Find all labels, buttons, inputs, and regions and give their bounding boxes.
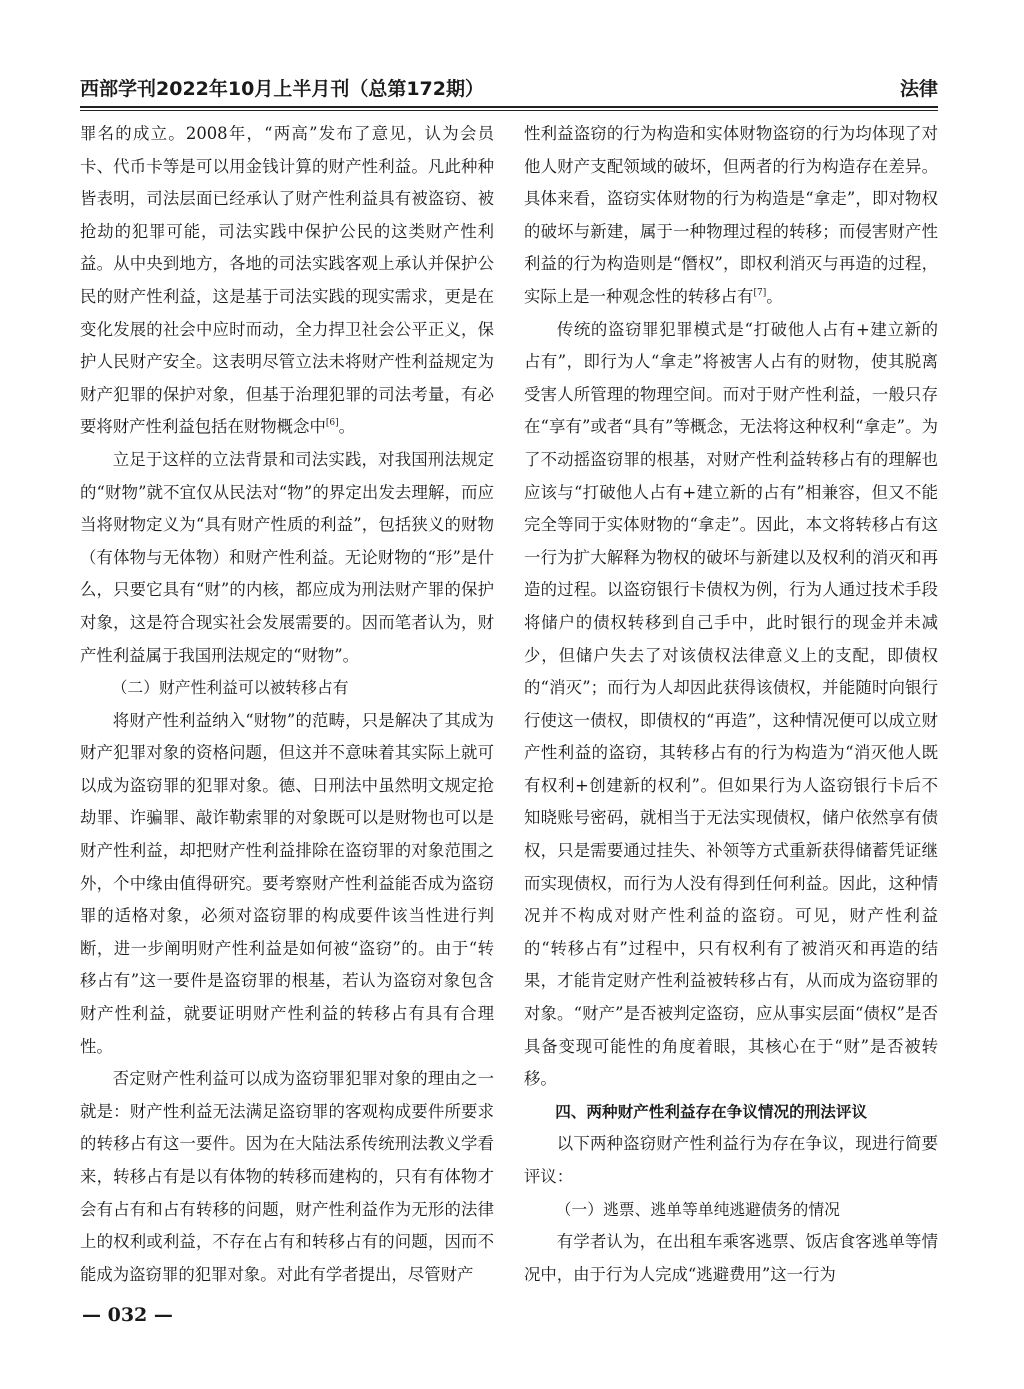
left-paragraph-2: 立足于这样的立法背景和司法实践，对我国刑法规定的“财物”就不宜仅从民法对“物”的界定出发去理解，而应当将财物定义为“具有财产性质的利益”，包括狭义的财物（有体物与无体物）和财产性利益。无论财物的“形”是什么，只要它具有“财”的内核，都应成为刑法财产罪的保护对象，这是符合现实社会发展需要的。因而笔者认为，财产性利益属于我国刑法规定的“财物”。 [80,449,494,665]
section-heading-4: 四、两种财产性利益存在争议情况的刑法评议 [555,1102,868,1121]
header-rule-thin [80,110,938,111]
citation-7: [7] [753,287,767,298]
citation-6: [6] [325,418,339,429]
right-paragraph-4: 有学者认为，在出租车乘客逃票、饭店食客逃单等情况中，由于行为人完成“逃避费用”这一行为 [524,1232,938,1284]
page-number: — 032 — [82,1304,173,1326]
right-paragraph-3: 以下两种盗窃财产性利益行为存在争议，现进行简要评议： [524,1134,938,1186]
right-paragraph-2: 传统的盗窃罪犯罪模式是“打破他人占有+建立新的占有”，即行为人“拿走”将被害人占有的财物，使其脱离受害人所管理的物理空间。而对于财产性利益，一般只存在“享有”或者“具有”等概念，无法将这种权利“拿走”。为了不动摇盗窃罪的根基，对财产性利益转移占有的理解也应该与“打破他人占有+建立新的占有”相兼容，但又不能完全等同于实体财物的“拿走”。因此，本文将转移占有这一行为扩大解释为物权的破坏与新建以及权利的消灭和再造的过程。以盗窃银行卡债权为例，行为人通过技术手段将储户的债权转移到自己手中，此时银行的现金并未减少，但储户失去了对该债权法律意义上的支配，即债权的“消灭”；而行为人却因此获得该债权，并能随时向银行行使这一债权，即债权的“再造”，这种情况便可以成立财产性利益的盗窃，其转移占有的行为构造为“消灭他人既有权利+创建新的权利”。但如果行为人盗窃银行卡后不知晓账号密码，就相当于无法实现债权，储户依然享有债权，只是需要通过挂失、补领等方式重新获得储蓄凭证继而实现债权，而行为人没有得到任何利益。因此，这种情况并不构成对财产性利益的盗窃。可见，财产性利益的“转移占有”过程中，只有权利有了被消灭和再造的结果，才能肯定财产性利益被转移占有，从而成为盗窃罪的对象。“财产”是否被判定盗窃，应从事实层面“债权”是否具备变现可能性的角度着眼，其核心在于“财”是否被转移。 [524,319,938,1089]
left-paragraph-4: 否定财产性利益可以成为盗窃罪犯罪对象的理由之一就是：财产性利益无法满足盗窃罪的客观构成要件所要求的转移占有这一要件。因为在大陆法系传统刑法教义学看来，转移占有是以有体物的转移而建构的，只有有体物才会有占有和占有转移的问题，财产性利益作为无形的法律上的权利或利益，不存在占有和转移占有的问题，因而不能成为盗窃罪的犯罪对象。对此有学者提出，尽管财产 [80,1069,494,1284]
right-column [524,118,938,1291]
left-paragraph-1: 罪名的成立。2008年，“两高”发布了意见，认为会员卡、代币卡等是可以用金钱计算的财产性利益。凡此种种皆表明，司法层面已经承认了财产性利益具有被盗窃、被抢劫的犯罪可能，司法实践中保护公民的这类财产性利益。从中央到地方，各地的司法实践客观上承认并保护公民的财产性利益，这是基于司法实践的现实需求，更是在变化发展的社会中应时而动，全力捍卫社会公平正义，保护人民财产安全。这表明尽管立法未将财产性利益规定为财产犯罪的保护对象，但基于治理犯罪的司法考量，有必要将财产性利益包括在财物概念中[6]。 [80,124,494,437]
running-header [80,72,938,106]
journal-issue-title: 西部学刊2022年10月上半月刊（总第172期） [80,78,484,100]
section-name: 法律 [899,78,938,100]
right-paragraph-1: 性利益盗窃的行为构造和实体财物盗窃的行为均体现了对他人财产支配领域的破坏，但两者的行为构造存在差异。具体来看，盗窃实体财物的行为构造是“拿走”，即对物权的破坏与新建，属于一种物理过程的转移；而侵害财产性利益的行为构造则是“僭权”，即权利消灭与再造的过程，实际上是一种观念性的转移占有[7]。 [524,124,938,306]
subheading-1: （一）逃票、逃单等单纯逃避债务的情况 [555,1199,840,1219]
subheading-2: （二）财产性利益可以被转移占有 [111,678,349,698]
left-paragraph-3: 将财产性利益纳入“财物”的范畴，只是解决了其成为财产犯罪对象的资格问题，但这并不意味着其实际上就可以成为盗窃罪的犯罪对象。德、日刑法中虽然明文规定抢劫罪、诈骗罪、敲诈勒索罪的对象既可以是财物也可以是财产性利益，却把财产性利益排除在盗窃罪的对象范围之外，个中缘由值得研究。要考察财产性利益能否成为盗窃罪的适格对象，必须对盗窃罪的构成要件该当性进行判断，进一步阐明财产性利益是如何被“盗窃”的。由于“转移占有”这一要件是盗窃罪的根基，若认为盗窃对象包含财产性利益，就要证明财产性利益的转移占有具有合理性。 [80,710,494,1056]
header-rule-thick [80,106,938,108]
left-column [80,118,494,1291]
